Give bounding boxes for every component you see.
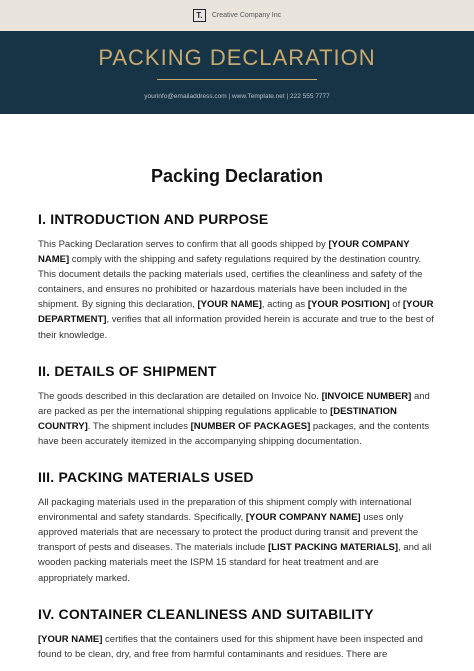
paragraph-text: packages, and the contents have been accurately itemized in the accompanying shipping documentation. [38, 420, 430, 447]
section [38, 363, 436, 449]
placeholder-field: [DESTINATION COUNTRY] [38, 405, 397, 432]
paragraph-text: comply with the shipping and safety regulations required by the destination country. This document details the packing materials used, certifies the cleanliness and safety of the containers, and ensures no prohibited or hazardous materials have been included in the shipment. By signing this declaration, [38, 254, 423, 311]
paragraph-text: This Packing Declaration serves to confirm that all goods shipped by [38, 239, 329, 250]
section-paragraph [38, 632, 436, 662]
paragraph-text: certifies that the containers used for this shipment have been inspected and found to be clean, dry, and free from harmful contaminants and residues. There are [38, 633, 423, 660]
placeholder-field: [YOUR NAME] [38, 633, 103, 645]
company-logo: T. [193, 9, 206, 22]
banner-title: PACKING DECLARATION [98, 45, 376, 70]
placeholder-field: [YOUR COMPANY NAME] [38, 239, 410, 266]
paragraph-text: uses only approved materials that are necessary to protect the product during transit and prevent the transport of pests and diseases. The materials include [38, 512, 419, 554]
banner-divider [157, 79, 317, 80]
header-banner [0, 31, 474, 114]
section-paragraph [38, 389, 436, 449]
section-heading: II. DETAILS OF SHIPMENT [38, 362, 217, 379]
paragraph-text: The goods described in this declaration are detailed on Invoice No. [38, 390, 322, 402]
document-title: Packing Declaration [150, 166, 324, 186]
section-heading: III. PACKING MATERIALS USED [38, 469, 254, 486]
paragraph-text: , acting as [261, 299, 308, 311]
section-paragraph [38, 237, 436, 343]
placeholder-field: [YOUR DEPARTMENT] [38, 299, 434, 326]
document-sections [38, 211, 436, 662]
paragraph-text: . The shipment includes [87, 420, 191, 432]
paragraph-text: and are packed as per the international shipping regulations applicable to [38, 390, 430, 417]
placeholder-field: [YOUR COMPANY NAME] [245, 512, 361, 524]
contact-info: yourinfo@emailaddress.com | www.Template.net | 222 555 7777 [144, 93, 330, 100]
section-paragraph [38, 495, 436, 586]
placeholder-field: [YOUR POSITION] [307, 299, 390, 311]
placeholder-field: [INVOICE NUMBER] [321, 390, 412, 402]
section-heading: IV. CONTAINER CLEANLINESS AND SUITABILITY [38, 605, 374, 622]
paragraph-text: All packaging materials used in the preparation of this shipment comply with international environmental and safety standards. Specifically, [38, 497, 412, 524]
placeholder-field: [YOUR NAME] [197, 299, 262, 311]
document-body [0, 166, 474, 662]
section [38, 469, 436, 586]
paragraph-text: , and all wooden packing materials meet the ISPM 15 standard for heat treatment and are appropriately marked. [38, 542, 432, 584]
section-heading: I. INTRODUCTION AND PURPOSE [38, 211, 269, 227]
company-name: Creative Company Inc [211, 12, 282, 19]
company-bar [0, 0, 474, 31]
paragraph-text: , verifies that all information provided herein is accurate and true to the best of their knowledge. [38, 314, 434, 341]
placeholder-field: [LIST PACKING MATERIALS] [268, 542, 399, 554]
placeholder-field: [NUMBER OF PACKAGES] [190, 420, 311, 432]
section [38, 211, 436, 343]
section [38, 606, 436, 662]
paragraph-text: of [389, 299, 403, 311]
